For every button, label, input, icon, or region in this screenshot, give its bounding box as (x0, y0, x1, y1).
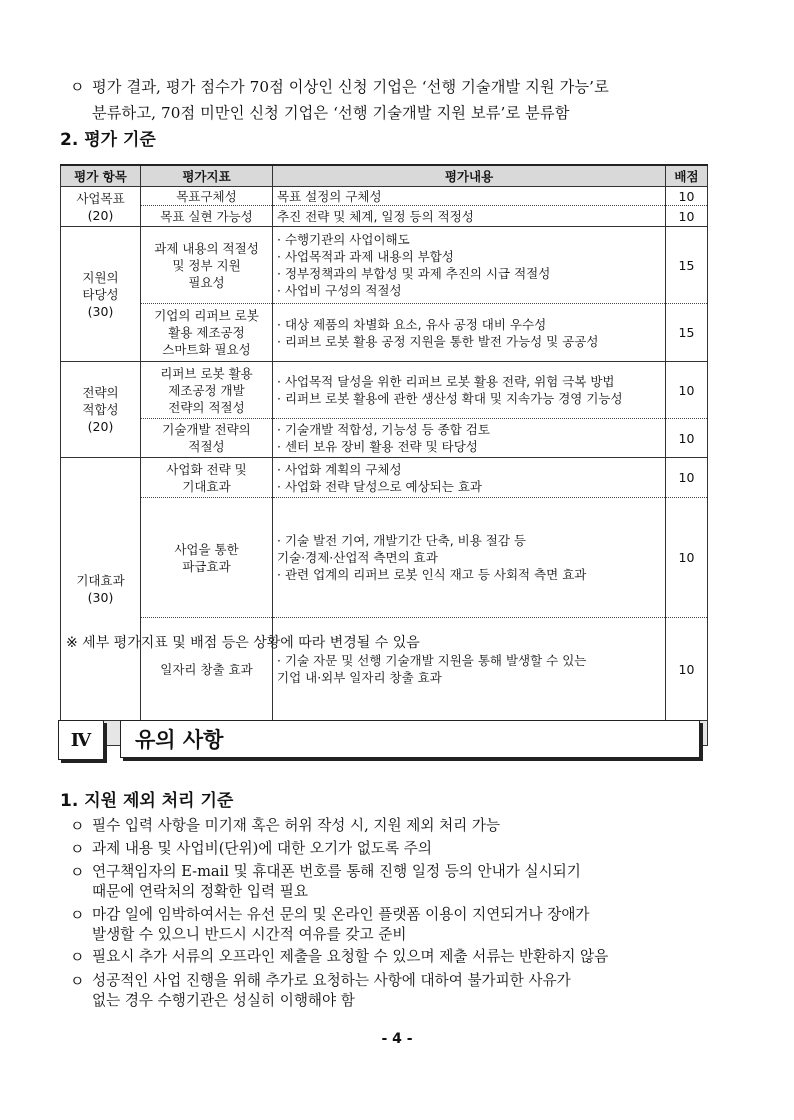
content-cell: · 기술개발 적합성, 기능성 등 종합 검토 · 센터 보유 장비 활용 전략 및 타당성 (273, 419, 666, 458)
content-cell: · 기술 발전 기여, 개발기간 단축, 비용 절감 등 기술·경제·산업적 측면의 효과 · 관련 업계의 리퍼브 로봇 인식 재고 등 사회적 측면 효과 (273, 498, 666, 618)
category-cell: 지원의 타당성 (30) (61, 227, 141, 362)
score-cell: 10 (666, 419, 708, 458)
content-cell: 추진 전략 및 체계, 일정 등의 적정성 (273, 206, 666, 227)
table-row (61, 227, 708, 304)
indicator-cell: 사업을 통한 파급효과 (141, 498, 273, 618)
indicator-cell: 사업화 전략 및 기대효과 (141, 458, 273, 498)
table-note: ※ 세부 평가지표 및 배점 등은 상황에 따라 변경될 수 있음 (66, 635, 420, 651)
content-cell: · 수행기관의 사업이해도 · 사업목적과 과제 내용의 부합성 · 정부정책과의 부합성 및 과제 추진의 시급 적절성 · 사업비 구성의 적절성 (273, 227, 666, 304)
table-row (61, 206, 708, 227)
category-cell: 기대효과 (30) (61, 458, 141, 721)
bullet-mark: ㅇ (70, 863, 85, 881)
header-indicator: 평가지표 (141, 165, 273, 187)
score-cell: 10 (666, 187, 708, 206)
score-cell: 15 (666, 227, 708, 304)
score-cell: 10 (666, 206, 708, 227)
score-cell: 15 (666, 304, 708, 362)
score-cell: 10 (666, 362, 708, 419)
category-cell: 사업목표 (20) (61, 187, 141, 227)
header-category: 평가 항목 (61, 165, 141, 187)
bullet-mark: ㅇ (70, 840, 85, 858)
table-row (61, 458, 708, 498)
content-cell: · 대상 제품의 차별화 요소, 유사 공정 대비 우수성 · 리퍼브 로봇 활용 공정 지원을 통한 발전 가능성 및 공공성 (273, 304, 666, 362)
content-cell: · 사업화 계획의 구체성 · 사업화 전략 달성으로 예상되는 효과 (273, 458, 666, 498)
section-title-box: 유의 사항 (120, 720, 700, 758)
table-row (61, 187, 708, 206)
table-row (61, 304, 708, 362)
indicator-cell: 기업의 리퍼브 로봇 활용 제조공정 스마트화 필요성 (141, 304, 273, 362)
section4-1-title: 1. 지원 제외 처리 기준 (60, 791, 234, 811)
intro-line-2: 분류하고, 70점 미만인 신청 기업은 ‘선행 기술개발 지원 보류’로 분류함 (92, 104, 570, 122)
score-cell: 10 (666, 618, 708, 721)
intro-line-1: 평가 결과, 평가 점수가 70점 이상인 신청 기업은 ‘선행 기술개발 지원 가능’로 (92, 78, 609, 96)
header-score: 배점 (666, 165, 708, 187)
content-cell: 목표 설정의 구체성 (273, 187, 666, 206)
bullet-mark: ㅇ (70, 78, 85, 96)
indicator-cell: 목표구체성 (141, 187, 273, 206)
category-cell: 전략의 적합성 (20) (61, 362, 141, 458)
score-cell: 10 (666, 458, 708, 498)
section-number-box: Ⅳ (58, 720, 104, 760)
content-cell: · 기술 자문 및 선행 기술개발 지원을 통해 발생할 수 있는 기업 내·외부 일자리 창출 효과 (273, 618, 666, 721)
indicator-cell: 기술개발 전략의 적절성 (141, 419, 273, 458)
bullet-mark: ㅇ (70, 948, 85, 966)
section2-title: 2. 평가 기준 (60, 130, 156, 150)
header-content: 평가내용 (273, 165, 666, 187)
bullet-mark: ㅇ (70, 817, 85, 835)
indicator-cell: 과제 내용의 적절성 및 정부 지원 필요성 (141, 227, 273, 304)
content-cell: · 사업목적 달성을 위한 리퍼브 로봇 활용 전략, 위험 극복 방법 · 리퍼브 로봇 활용에 관한 생산성 확대 및 지속가능 경영 기능성 (273, 362, 666, 419)
table-header-row (61, 165, 708, 187)
table-row (61, 498, 708, 618)
table-row (61, 362, 708, 419)
indicator-cell: 일자리 창출 효과 (141, 618, 273, 721)
page-number: - 4 - (381, 1031, 413, 1047)
indicator-cell: 리퍼브 로봇 활용 제조공정 개발 전략의 적절성 (141, 362, 273, 419)
indicator-cell: 목표 실현 가능성 (141, 206, 273, 227)
score-cell: 10 (666, 498, 708, 618)
bullet-mark: ㅇ (70, 972, 85, 990)
table-row (61, 419, 708, 458)
evaluation-criteria-table (60, 164, 708, 746)
bullet-mark: ㅇ (70, 906, 85, 924)
